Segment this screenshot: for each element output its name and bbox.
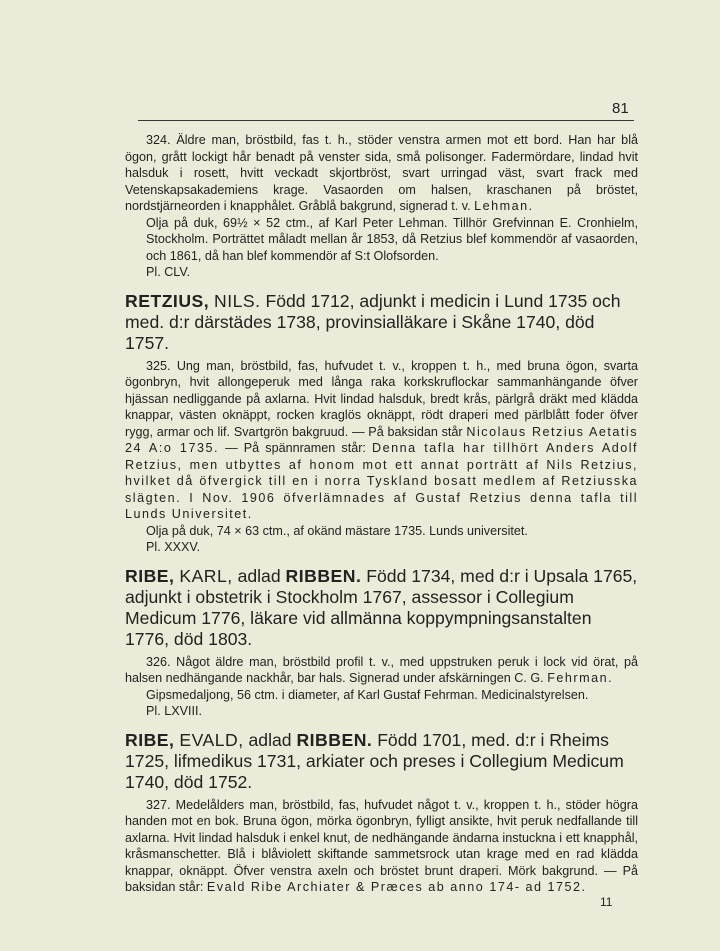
page-body	[125, 132, 638, 896]
entry-327-inscription: Evald Ribe Archiater & Præces ab anno 174- ad 1752.	[206, 880, 587, 894]
entry-324-description	[125, 132, 638, 215]
printer-signature: 11	[600, 895, 613, 909]
entry-325-medium: Olja på duk, 74 × 63 ctm., af okänd mästare 1735. Lunds universitet.	[146, 523, 528, 538]
entry-325-frame-intro: — På spännramen står:	[225, 441, 366, 455]
entry-325-text: 325. Ung man, bröstbild, fas, hufvudet t. v., kroppen t. h., med bruna ögon, svarta ögonbryn, hvit allongeperuk med långa raka korkskruflockar sammanhängande öfver hjässan nedliggande på axlarna. Hvit lindad halsduk, bredt krås, pärlgrå dräkt med klädda knappar, västen oknäppt, rocken kraglös oknäppt, rödt draperi med pärlblått foder öfver rygg, armar och lif. Svartgrön bakgruud. — På baksidan står	[125, 358, 638, 439]
retzius-bio: Född 1712, adjunkt i medicin i Lund 1735 och med. d:r därstädes 1738, provinsialläkare i Skåne 1740, död 1757.	[125, 290, 621, 353]
entry-325-plate: Pl. XXXV.	[146, 540, 201, 554]
ribe-evald-adlad: adlad	[248, 729, 292, 750]
entry-327-text: 327. Medelålders man, bröstbild, fas, hufvudet något t. v., kroppen t. h., stöder högra handen mot en bok. Bruna ögon, mörka ögonbryn, fylligt ansikte, hvit peruk nedfallande till axlarna. Hvit lindad halsduk i enkel knut, de nedhängande ändarna instuckna i ett knapphål, kråsmanschetter. Blå i blåviolett skiftande sammetsrock utan krage med en rad klädda knappar, oknäppt. Öfver venstra axeln och bröstet brunt draperi. Mörk bakgrund. — På baksidan står:	[125, 797, 638, 894]
heading-retzius	[125, 291, 638, 354]
ribe-evald-new-name: RIBBEN.	[296, 729, 373, 750]
page-number: 81	[612, 100, 629, 117]
entry-326-text: 326. Något äldre man, bröstbild profil t. v., med uppstruken peruk i lock vid örat, på halsen nedhängande nackhår, bar hals. Signerad under afskärningen C. G.	[125, 654, 638, 685]
ribe-karl-given-name: KARL,	[179, 565, 233, 586]
ribe-evald-given-name: EVALD,	[179, 729, 244, 750]
ribe-karl-bio: Född 1734, med d:r i Upsala 1765, adjunkt i obstetrik i Stockholm 1767, assessor i Collegium Medicum 1776, läkare vid allmänna koppympningsanstalten 1776, död 1803.	[125, 565, 638, 649]
header-rule	[138, 120, 634, 121]
entry-326-signature-name: Fehrman.	[547, 671, 614, 685]
heading-ribe-evald	[125, 730, 638, 793]
entry-326-medium: Gipsmedaljong, 56 ctm. i diameter, af Karl Gustaf Fehrman. Medicinalstyrelsen.	[146, 687, 589, 702]
ribe-karl-adlad: adlad	[237, 565, 281, 586]
entry-325-inscription-frame: Denna tafla har tillhört Anders Adolf Retzius, men utbyttes af honom mot ett annat porträtt af Nils Retzius, hvilket då öfvergick till en i norra Tyskland bosatt medlem af Retziusska slägten. I Nov. 1906 öfverlämnades af Gustaf Retzius denna tafla till Lunds Universitet.	[125, 441, 639, 521]
entry-326-plate: Pl. LXVIII.	[146, 704, 202, 718]
entry-324-text: 324. Äldre man, bröstbild, fas t. h., stöder venstra armen mot ett bord. Han har blå ögon, grått lockigt hår benadt på venster sida, små polisonger. Fadermördare, lindad hvit halsduk i rosett, hvitt veckadt skjortbröst, svart urringad väst, svart frack med Vetenskapsakademiens krage. Vasaorden om halsen, kraschanen på bröstet, nordstjärneorden i knapphålet. Gråblå bakgrund, signerad t. v.	[125, 133, 638, 213]
ribe-evald-bio: Född 1701, med. d:r i Rheims 1725, lifmedikus 1731, arkiater och preses i Collegium Medicum 1740, död 1752.	[125, 729, 624, 792]
entry-324-medium: Olja på duk, 69½ × 52 ctm., af Karl Peter Lehman. Tillhör Grefvinnan E. Cronhielm, Stockholm. Porträttet måladt mellan år 1853, då Retzius blef kommendör af vasaorden, och 1861, då han blef kommendör af S:t Olofsorden.	[146, 215, 638, 263]
ribe-evald-surname: RIBE,	[125, 729, 175, 750]
entry-325-description	[125, 358, 638, 523]
entry-326-description	[125, 654, 638, 687]
retzius-surname: RETZIUS,	[125, 290, 210, 311]
entry-324-plate: Pl. CLV.	[146, 265, 191, 279]
ribe-karl-new-name: RIBBEN.	[285, 565, 362, 586]
ribe-karl-surname: RIBE,	[125, 565, 175, 586]
entry-327-description	[125, 797, 638, 896]
retzius-given-name: NILS.	[214, 290, 261, 311]
entry-325-inscription-back: Nicolaus Retzius Aetatis 24 A:o 1735.	[125, 424, 639, 455]
entry-324-signature-name: Lehman.	[474, 199, 534, 213]
heading-ribe-karl	[125, 566, 638, 650]
